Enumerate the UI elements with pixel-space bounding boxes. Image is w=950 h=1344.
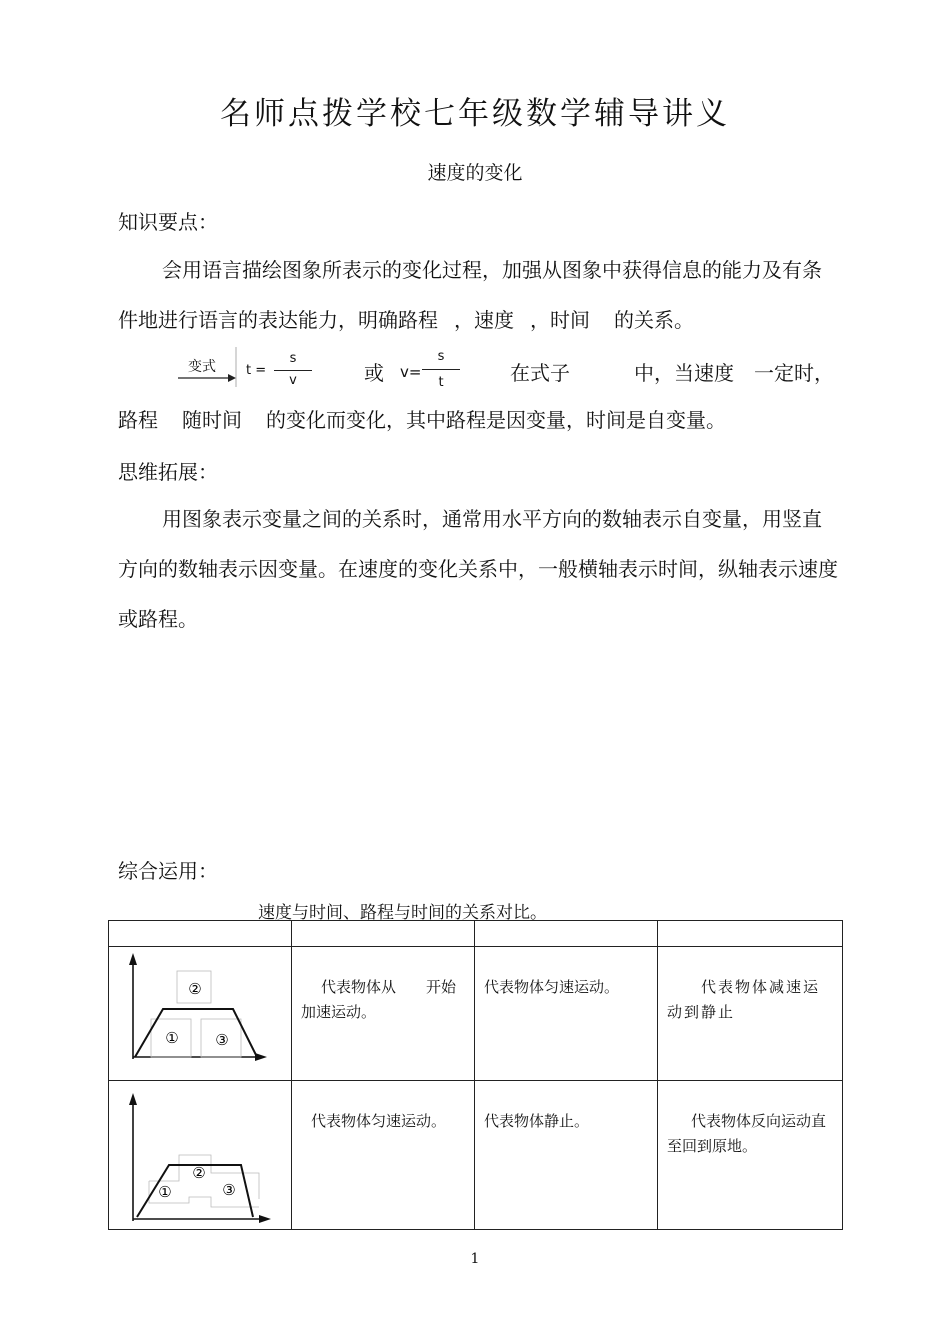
knowledge-heading: 知识要点： [118,210,218,234]
page-title: 名师点拨学校七年级数学辅导讲义 [220,96,730,132]
v-denominator: t [438,375,444,390]
v-fraction-bar [422,369,460,370]
t-equals: t = [246,363,267,378]
segment-label-2: ② [192,1164,206,1182]
v-equals: v= [400,363,422,381]
arrow-icon [174,345,244,390]
formula-text-b: 中，当速度 [634,361,734,385]
graph-cell [109,947,292,1081]
knowledge-paragraph-2 [118,395,838,445]
t-numerator: s [289,351,297,366]
comparison-table [108,920,843,1230]
v-numerator: s [437,349,445,364]
table-row [109,947,843,1081]
segment-label-3: ③ [215,1031,229,1049]
knowledge-p2-a: 路程 [118,408,158,432]
segment-label-1: ① [158,1183,172,1201]
graph-cell [109,1081,292,1230]
page-subtitle: 速度的变化 [427,162,523,184]
speed-time-graph [109,947,289,1077]
t-fraction-bar [274,370,312,371]
knowledge-text-d: 的关系。 [614,308,694,332]
description-cell [658,1081,843,1230]
segment-label-3: ③ [222,1181,236,1199]
description-text: 代表物体静止。 [484,1112,590,1130]
knowledge-p2-b: 随时间 [182,408,242,432]
description-text-a: 代表物体从 [321,978,397,996]
t-denominator: v [289,373,297,388]
application-heading: 综合运用： [118,859,218,883]
header-cell [475,921,658,947]
segment-label-2: ② [188,980,202,998]
description-cell [475,1081,658,1230]
description-text: 代表物体反向运动直至回到原地。 [667,1112,827,1155]
formula-text-a: 在式子 [510,361,570,385]
thinking-heading: 思维拓展： [118,460,218,484]
description-cell [658,947,843,1081]
arrow-label: 变式 [188,359,216,375]
or-word: 或 [364,361,384,385]
table-caption: 速度与时间、路程与时间的关系对比。 [258,903,547,923]
knowledge-p2-c: 的变化而变化，其中路程是因变量，时间是自变量。 [266,408,726,432]
header-cell [292,921,475,947]
knowledge-text-c: ，时间 [530,308,590,332]
segment-label-1: ① [165,1029,179,1047]
description-cell [292,947,475,1081]
table-row [109,1081,843,1230]
description-text: 代表物体匀速运动。 [311,1112,447,1130]
description-text-b: 开始加速运动。 [301,978,457,1021]
description-text: 代表物体匀速运动。 [484,978,620,996]
graph-line [135,1009,257,1057]
description-cell [475,947,658,1081]
y-axis-arrow-icon [129,1093,137,1105]
description-text: 代表物体减速运动到静止 [667,978,821,1021]
header-cell [109,921,292,947]
distance-time-graph [109,1081,289,1227]
y-axis-arrow-icon [129,953,137,965]
thinking-paragraph: 用图象表示变量之间的关系时，通常用水平方向的数轴表示自变量，用竖直方向的数轴表示因变量。在速度的变化关系中，一般横轴表示时间，纵轴表示速度或路程。 [118,507,838,631]
knowledge-text-a: 会用语言描绘图象所表示的变化过程，加强从图象中获得信息的能力及有条件地进行语言的表达能力，明确路程 [118,258,822,332]
x-axis-arrow-icon [259,1215,271,1223]
description-text [292,947,474,1025]
knowledge-text-b: ，速度 [454,308,514,332]
formula-text-c: 一定时， [754,361,834,385]
knowledge-paragraph-1 [118,245,838,345]
description-cell [292,1081,475,1230]
header-cell [658,921,843,947]
page-number: 1 [470,1251,480,1267]
table-header-row [109,921,843,947]
formula-row [118,345,838,395]
